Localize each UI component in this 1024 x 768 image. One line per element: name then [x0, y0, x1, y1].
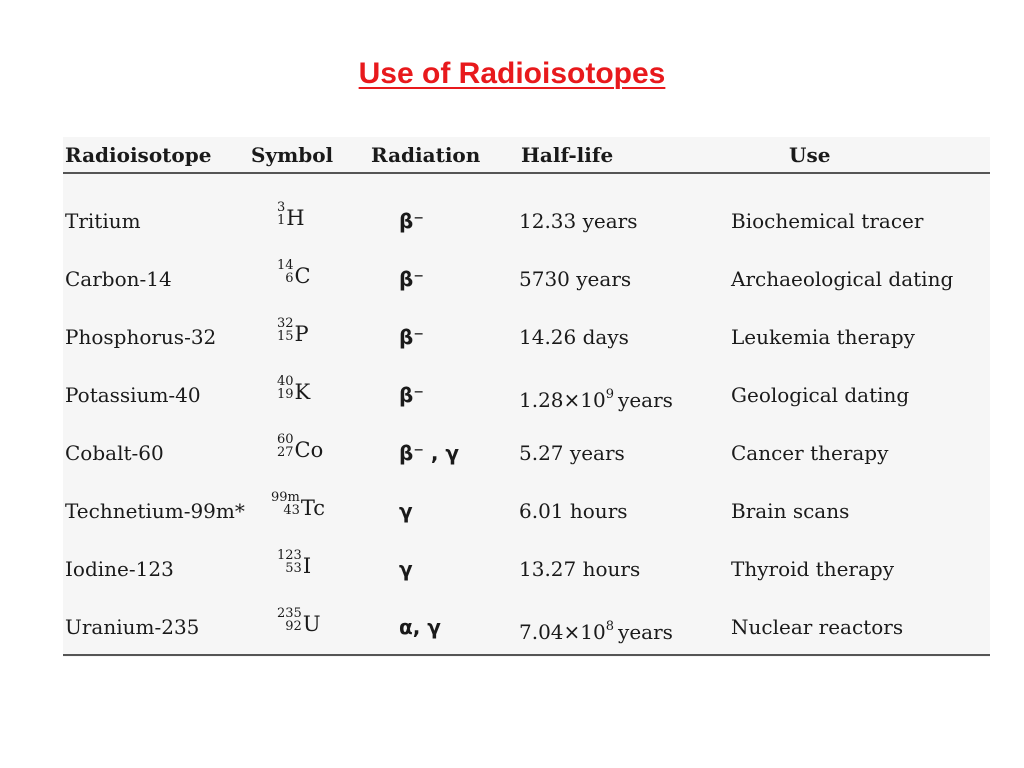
half-life — [519, 383, 673, 412]
isotope-use: Thyroid therapy — [731, 557, 895, 581]
isotope-symbol — [271, 490, 326, 533]
isotope-symbol — [277, 316, 309, 359]
header-rule — [63, 172, 990, 174]
atomic-number: 1 — [277, 213, 286, 228]
header-use: Use — [789, 143, 831, 167]
half-life-exponent: 9 — [605, 387, 615, 402]
isotope-name: Iodine-123 — [65, 557, 174, 581]
radiation-type: β⁻ — [399, 383, 424, 407]
radiation-type: γ — [399, 557, 413, 581]
isotope-symbol — [277, 606, 321, 649]
isotope-name: Technetium-99m* — [65, 499, 245, 523]
isotope-symbol — [277, 258, 311, 301]
radiation-type: β⁻ — [399, 325, 424, 349]
half-life: 13.27 hours — [519, 557, 641, 581]
table-row — [63, 251, 990, 309]
mass-number: 235 — [277, 606, 302, 621]
isotope-name: Tritium — [65, 209, 141, 233]
table-row — [63, 193, 990, 251]
isotope-use: Geological dating — [731, 383, 910, 407]
mass-number: 32 — [277, 316, 294, 331]
element-symbol: Co — [294, 438, 324, 462]
half-life-unit: years — [618, 388, 673, 412]
atomic-number: 27 — [277, 445, 294, 460]
half-life: 5730 years — [519, 267, 632, 291]
header-symbol: Symbol — [251, 143, 334, 167]
atomic-number: 92 — [285, 619, 302, 634]
mass-number: 14 — [277, 258, 294, 273]
element-symbol: K — [294, 380, 311, 404]
half-life-unit: years — [618, 620, 673, 644]
radiation-type: α, γ — [399, 615, 441, 639]
isotope-name: Potassium-40 — [65, 383, 201, 407]
half-life-base: 1.28 — [519, 388, 564, 412]
element-symbol: P — [294, 322, 309, 346]
table-row — [63, 599, 990, 657]
header-half-life: Half-life — [521, 143, 614, 167]
half-life: 5.27 years — [519, 441, 625, 465]
isotope-use: Archaeological dating — [731, 267, 954, 291]
isotope-use: Brain scans — [731, 499, 850, 523]
atomic-number: 19 — [277, 387, 294, 402]
isotope-name: Uranium-235 — [65, 615, 200, 639]
header-radiation: Radiation — [371, 143, 481, 167]
half-life: 14.26 days — [519, 325, 629, 349]
radiation-type: γ — [399, 499, 413, 523]
isotope-use: Nuclear reactors — [731, 615, 904, 639]
isotope-symbol — [277, 548, 312, 591]
table-row — [63, 483, 990, 541]
half-life-ten: 10 — [580, 388, 606, 412]
table-row — [63, 425, 990, 483]
element-symbol: C — [294, 264, 311, 288]
element-symbol: U — [302, 612, 321, 636]
element-symbol: I — [302, 554, 312, 578]
isotope-name: Cobalt-60 — [65, 441, 164, 465]
isotope-name: Phosphorus-32 — [65, 325, 217, 349]
table-row — [63, 367, 990, 425]
half-life: 12.33 years — [519, 209, 638, 233]
mass-number: 99m — [271, 490, 300, 505]
isotope-symbol — [277, 200, 305, 243]
header-radioisotope: Radioisotope — [65, 143, 212, 167]
radiation-type: β⁻ — [399, 267, 424, 291]
table-row — [63, 309, 990, 367]
footer-rule — [63, 654, 990, 656]
atomic-number: 15 — [277, 329, 294, 344]
isotope-use: Cancer therapy — [731, 441, 889, 465]
radiation-type: β⁻ , γ — [399, 441, 460, 465]
half-life — [519, 615, 673, 644]
half-life-base: 7.04 — [519, 620, 564, 644]
times-sign: × — [563, 388, 581, 412]
mass-number: 60 — [277, 432, 294, 447]
times-sign: × — [563, 620, 581, 644]
atomic-number: 6 — [285, 271, 294, 286]
radioisotope-table — [63, 137, 990, 657]
mass-number: 40 — [277, 374, 294, 389]
atomic-number: 53 — [285, 561, 302, 576]
isotope-name: Carbon-14 — [65, 267, 172, 291]
table-header-row — [63, 137, 990, 173]
atomic-number: 43 — [283, 503, 300, 518]
isotope-symbol — [277, 374, 311, 417]
half-life-exponent: 8 — [605, 619, 615, 634]
radiation-type: β⁻ — [399, 209, 424, 233]
isotope-use: Biochemical tracer — [731, 209, 924, 233]
table-row — [63, 541, 990, 599]
page-title-text: Use of Radioisotopes — [358, 57, 666, 90]
half-life-ten: 10 — [580, 620, 606, 644]
isotope-symbol — [277, 432, 324, 475]
mass-number: 123 — [277, 548, 302, 563]
page-title — [0, 56, 1024, 92]
isotope-use: Leukemia therapy — [731, 325, 915, 349]
mass-number: 3 — [277, 200, 286, 215]
element-symbol: H — [286, 206, 305, 230]
half-life: 6.01 hours — [519, 499, 628, 523]
element-symbol: Tc — [300, 496, 326, 520]
